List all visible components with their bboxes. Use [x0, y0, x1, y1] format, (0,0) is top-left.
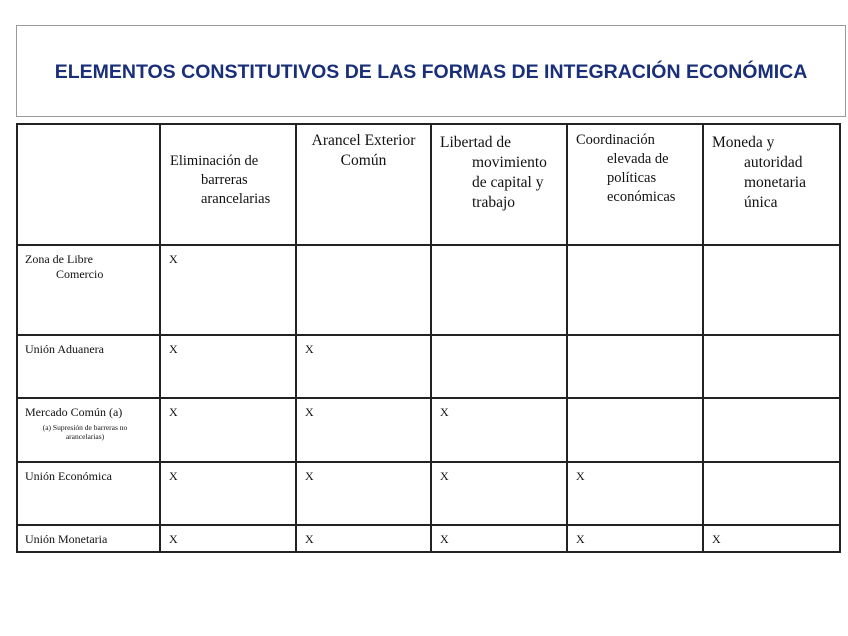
mark-cell	[567, 398, 703, 462]
table-row	[17, 462, 840, 525]
row-label-economica: Unión Económica	[17, 462, 160, 525]
mark-cell	[567, 335, 703, 398]
table-row	[17, 335, 840, 398]
mark-cell: X	[431, 525, 567, 552]
table-header-row	[17, 124, 840, 245]
header-line: barreras	[201, 172, 248, 188]
header-empty-cell	[17, 124, 160, 245]
mark-cell: X	[703, 525, 840, 552]
header-line: autoridad	[744, 154, 803, 171]
title-box	[16, 25, 846, 117]
mark-cell: X	[567, 462, 703, 525]
row-label-line: Zona de Libre	[25, 252, 93, 266]
page-title: ELEMENTOS CONSTITUTIVOS DE LAS FORMAS DE INTEGRACIÓN ECONÓMICA	[54, 60, 808, 83]
header-arancel	[296, 124, 431, 245]
mark-cell	[703, 462, 840, 525]
header-line: económicas	[607, 189, 676, 205]
table-row	[17, 398, 840, 462]
header-line: arancelarias	[201, 191, 271, 207]
header-line: de capital y	[472, 174, 544, 191]
header-line: elevada de	[607, 151, 669, 167]
mark-cell	[431, 245, 567, 335]
table-row	[17, 525, 840, 552]
header-line: Libertad de	[440, 134, 512, 151]
header-line: Eliminación de	[170, 153, 259, 169]
header-line: Moneda y	[712, 134, 775, 151]
mark-cell: X	[567, 525, 703, 552]
mark-cell	[567, 245, 703, 335]
header-coordinacion	[567, 124, 703, 245]
header-moneda	[703, 124, 840, 245]
row-label-aduanera: Unión Aduanera	[17, 335, 160, 398]
header-line: movimiento	[472, 154, 547, 171]
header-line: políticas	[607, 170, 657, 186]
mark-cell	[703, 245, 840, 335]
mark-cell	[296, 245, 431, 335]
row-label-line: Comercio	[56, 267, 104, 281]
row-label-mercado	[17, 398, 160, 462]
mark-cell	[703, 398, 840, 462]
integration-table	[16, 123, 841, 553]
mark-cell: X	[160, 245, 296, 335]
header-line: única	[744, 194, 778, 211]
table-row	[17, 245, 840, 335]
header-line: Arancel Exterior	[311, 132, 416, 149]
header-line: Coordinación	[576, 132, 655, 148]
header-libertad	[431, 124, 567, 245]
mark-cell: X	[160, 398, 296, 462]
mark-cell: X	[296, 335, 431, 398]
row-label-monetaria: Unión Monetaria	[17, 525, 160, 552]
mark-cell: X	[296, 525, 431, 552]
mark-cell: X	[160, 462, 296, 525]
mark-cell	[431, 335, 567, 398]
mark-cell	[703, 335, 840, 398]
header-line: trabajo	[472, 194, 516, 211]
mark-cell: X	[431, 398, 567, 462]
row-label-line: Mercado Común (a)	[25, 405, 123, 419]
mark-cell: X	[160, 525, 296, 552]
header-line: monetaria	[744, 174, 806, 191]
mark-cell: X	[160, 335, 296, 398]
mark-cell: X	[296, 462, 431, 525]
header-eliminacion	[160, 124, 296, 245]
row-label-zona	[17, 245, 160, 335]
mark-cell: X	[431, 462, 567, 525]
row-footnote: (a) Supresión de barreras no arancelarias)	[42, 423, 128, 441]
mark-cell: X	[296, 398, 431, 462]
header-line: Común	[340, 152, 387, 169]
